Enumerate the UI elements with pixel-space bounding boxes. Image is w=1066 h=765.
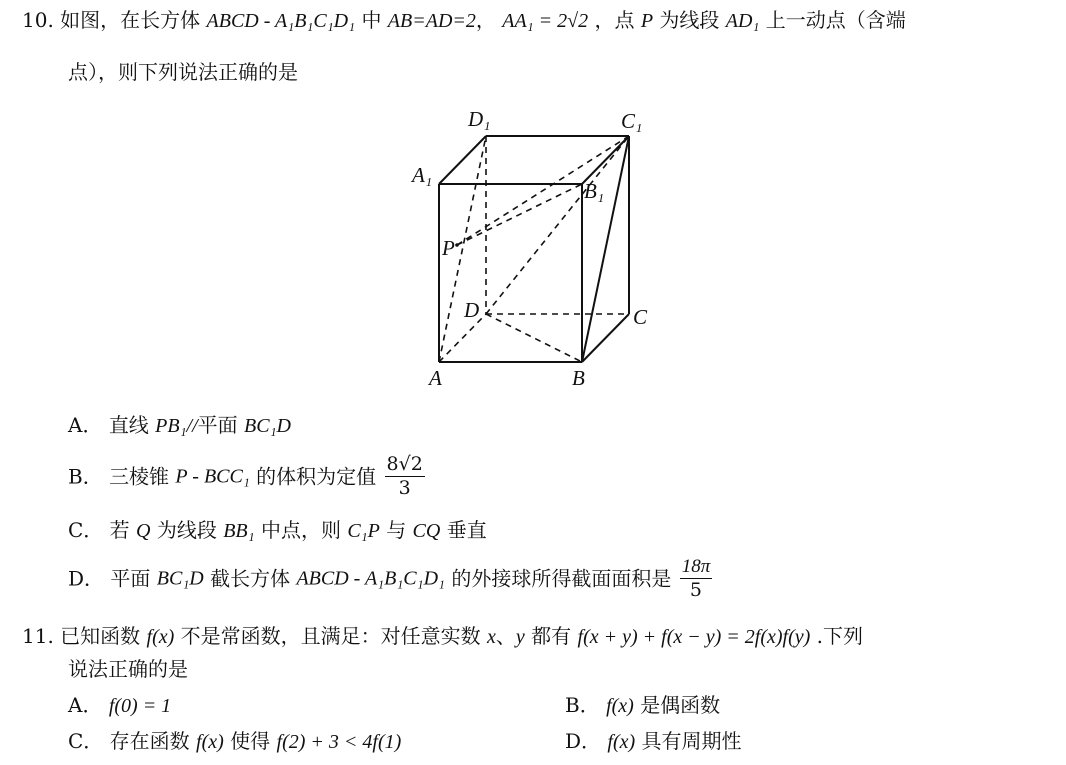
option-text: 存在函数: [109, 729, 190, 753]
option-letter: D．: [565, 729, 602, 753]
fraction-numerator: 18π: [681, 556, 711, 577]
option-solid: ABCD - A₁B₁C₁D₁: [296, 567, 445, 590]
q10-segment: AD₁: [725, 10, 760, 32]
q11-text-b: 不是常函数，且满足：对任意实数: [180, 624, 481, 648]
option-text-c: 中点，则: [260, 518, 341, 542]
label-b1: B₁: [584, 179, 605, 203]
option-expr: f(x): [196, 731, 224, 753]
q10-option-d: [68, 557, 712, 600]
q11-option-a: [68, 695, 171, 716]
q10-line2-text: 点），则下列说法正确的是: [68, 60, 298, 84]
q11-var-x: x: [487, 626, 496, 648]
option-letter: B．: [68, 464, 103, 489]
option-expr2: BC₁D: [244, 415, 291, 437]
q11-option-c: [68, 731, 401, 752]
fraction-numerator: 8√2: [386, 453, 423, 475]
q11-line2-text: 说法正确的是: [68, 657, 188, 681]
option-text-b: 的体积为定值: [256, 464, 377, 489]
area-fraction: [680, 557, 713, 600]
q10-text-c: ，点: [594, 8, 635, 32]
q11-option-d: [565, 731, 742, 752]
option-text: 若: [109, 518, 130, 542]
option-letter: B．: [565, 693, 600, 717]
q10-option-b: [68, 455, 425, 498]
q10-condition: AB=AD=2: [387, 10, 476, 32]
fraction-denominator: 5: [689, 579, 703, 601]
segment-bb1: BB₁: [223, 520, 255, 542]
option-text-e: 垂直: [446, 518, 487, 542]
edge-bc: [582, 314, 629, 362]
q10-aa1: AA₁ = 2√2: [502, 10, 589, 32]
edge-db: [486, 314, 582, 362]
option-text-b: 平面: [197, 413, 238, 437]
option-letter: A．: [68, 693, 103, 717]
q10-solid: ABCD - A₁B₁C₁D₁: [206, 10, 356, 32]
option-expr: f(x): [607, 731, 636, 753]
edge-b1c1: [582, 136, 629, 184]
q10-text-d: 为线段: [659, 8, 720, 32]
option-expr2: f(2) + 3 < 4f(1): [276, 731, 402, 753]
q10-point-p: P: [640, 10, 654, 32]
label-d1: D₁: [468, 107, 491, 131]
q11-sep: 、: [495, 624, 516, 648]
q11-line2: [68, 659, 188, 679]
label-a1: A₁: [412, 163, 433, 187]
edge-a1d1: [439, 136, 486, 184]
option-expr: f(x): [606, 695, 634, 717]
label-d: D: [464, 298, 480, 322]
point-p-dot: [455, 243, 459, 247]
option-letter: D．: [68, 566, 105, 591]
q10-option-a: [68, 415, 291, 436]
q11-option-b: [565, 695, 720, 716]
q10-text-e: 上一动点（含端: [765, 8, 906, 32]
option-text-c: 的外接球所得截面面积是: [451, 566, 672, 591]
q11-number: 11.: [22, 624, 54, 648]
option-text: 是偶函数: [640, 693, 721, 717]
option-expr: f(0) = 1: [108, 695, 172, 717]
fraction-denominator: 3: [398, 477, 411, 499]
volume-fraction: [385, 455, 425, 498]
option-expr: P - BCC₁: [175, 465, 250, 488]
option-text-b: 为线段: [156, 518, 217, 542]
edge-pb1: [457, 184, 582, 245]
option-plane: BC₁D: [156, 567, 204, 590]
label-a: A: [429, 366, 442, 390]
label-b: B: [572, 366, 585, 390]
q10-text: 如图，在长方体: [60, 8, 201, 32]
label-c: C: [633, 305, 648, 329]
q10-number: 10.: [22, 8, 54, 32]
option-text-b: 截长方体: [210, 566, 291, 591]
segment-cq: CQ: [412, 520, 441, 542]
q11-var-y: y: [515, 626, 525, 648]
label-p: P: [442, 236, 455, 260]
option-text-b: 使得: [230, 729, 271, 753]
q10-text-mid: 中: [361, 8, 382, 32]
q11-line1: [22, 626, 863, 647]
option-letter: C．: [68, 729, 104, 753]
option-letter: C．: [68, 518, 104, 542]
option-text: 具有周期性: [641, 729, 742, 753]
q11-text: 已知函数: [60, 624, 141, 648]
option-text: 平面: [110, 566, 151, 591]
point-q: Q: [136, 520, 151, 542]
option-text-d: 与: [386, 518, 407, 542]
edge-bc1: [582, 136, 629, 362]
option-letter: A．: [68, 413, 103, 437]
q11-text-d: .下列: [816, 624, 863, 648]
q11-equation: f(x + y) + f(x − y) = 2f(x)f(y): [577, 626, 811, 648]
edge-dc1: [486, 136, 629, 314]
label-c1: C₁: [621, 109, 643, 133]
option-text: 三棱锥: [109, 464, 170, 489]
q10-option-c: [68, 520, 487, 541]
q10-sep: ，: [475, 8, 496, 32]
segment-c1p: C₁P: [347, 520, 380, 542]
option-expr: PB₁//: [155, 415, 198, 437]
option-text: 直线: [108, 413, 149, 437]
q11-text-c: 都有: [531, 624, 572, 648]
q11-fx: f(x): [146, 626, 175, 648]
